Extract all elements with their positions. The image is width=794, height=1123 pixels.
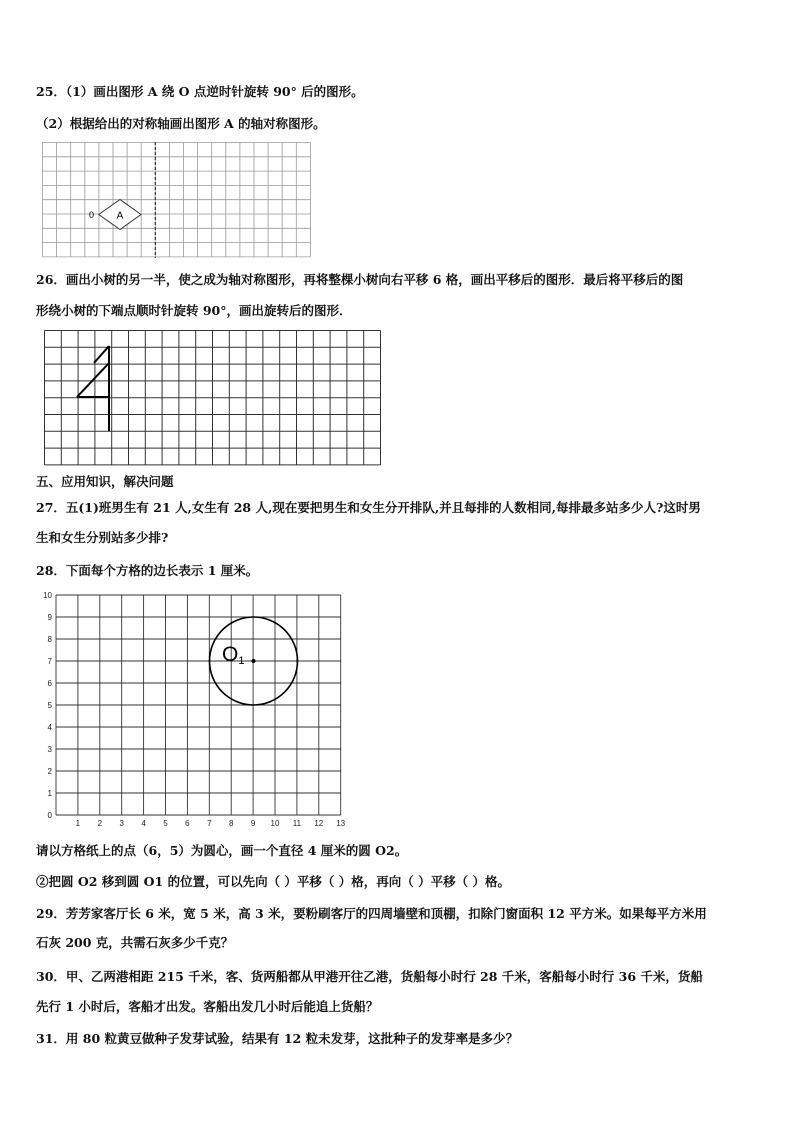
q31-line1: 31．用 80 粒黄豆做种子发芽试验，结果有 12 粒未发芽，这批种子的发芽率是多少？ (36, 1031, 519, 1046)
q28-line1: 28．下面每个方格的边长表示 1 厘米。 (36, 563, 259, 578)
x-tick-label: 13 (336, 819, 346, 828)
y-tick-label: 0 (47, 811, 52, 820)
q29-line2: 石灰 200 克，共需石灰多少千克？ (36, 935, 234, 950)
q26-grid (44, 330, 382, 466)
x-tick-label: 7 (207, 819, 212, 828)
x-tick-label: 4 (141, 819, 146, 828)
q26-line1: 26．画出小树的另一半，使之成为轴对称图形，再将整棵小树向右平移 6 格，画出平移后的图形．最后将平移后的图 (36, 272, 684, 287)
y-tick-label: 5 (47, 701, 52, 710)
x-tick-label: 9 (250, 819, 256, 828)
x-tick-label: 3 (119, 819, 124, 828)
y-tick-label: 6 (47, 679, 52, 688)
x-tick-label: 6 (185, 819, 190, 828)
y-tick-label: 1 (47, 789, 52, 798)
q29-line1: 29．芳芳家客厅长 6 米，宽 5 米，高 3 米，要粉刷客厅的四周墙壁和顶棚，扣除门窗面积 12 平方米。如果每平方米用 (36, 906, 707, 921)
q25-grid (42, 142, 314, 258)
y-tick-label: 7 (47, 657, 52, 666)
q26-line2: 形绕小树的下端点顺时针旋转 90°，画出旋转后的图形． (36, 303, 352, 318)
y-tick-label: 3 (47, 745, 52, 754)
q25-line2: （2）根据给出的对称轴画出图形 A 的轴对称图形。 (36, 116, 326, 131)
q27-line1: 27．五(1)班男生有 21 人,女生有 28 人,现在要把男生和女生分开排队,并且每排的人数相同,每排最多站多少人?这时男 (36, 500, 701, 515)
q26-grid-figure (44, 330, 382, 466)
x-tick-label: 2 (97, 819, 103, 828)
point-o-label: 0 (88, 210, 94, 220)
half-tree (77, 346, 109, 431)
x-tick-label: 10 (270, 819, 280, 828)
q27-line2: 生和女生分别站多少排? (36, 530, 169, 545)
y-tick-label: 4 (47, 723, 52, 732)
y-tick-label: 2 (47, 767, 52, 776)
q28-grid-figure (34, 588, 354, 832)
circle-o1-center (252, 659, 256, 663)
q28-sub1: 请以方格纸上的点（6，5）为圆心，画一个直径 4 厘米的圆 O2。 (36, 843, 408, 858)
x-tick-label: 11 (292, 819, 302, 828)
y-tick-label: 10 (43, 591, 52, 600)
x-tick-label: 12 (314, 819, 324, 828)
q28-sub2: ②把圆 O2 移到圆 O1 的位置，可以先向（ ）平移（ ）格，再向（ ）平移（ ）格。 (36, 874, 510, 889)
q30-line1: 30．甲、乙两港相距 215 千米，客、货两船都从甲港开往乙港，货船每小时行 28 千米，客船每小时行 36 千米，货船 (36, 969, 703, 984)
circle-o1-label: O1 (222, 643, 245, 667)
q28-coordinate-grid (34, 588, 354, 832)
x-tick-label: 5 (163, 819, 168, 828)
x-tick-label: 1 (75, 819, 81, 828)
y-tick-label: 8 (47, 635, 52, 644)
y-tick-label: 9 (47, 613, 52, 622)
q25-line1: 25．（1）画出图形 A 绕 O 点逆时针旋转 90° 后的图形。 (36, 84, 364, 99)
x-tick-label: 8 (228, 819, 234, 828)
q30-line2: 先行 1 小时后，客船才出发。客船出发几小时后能追上货船？ (36, 999, 379, 1014)
shape-a-label: A (116, 210, 124, 222)
section-5-title: 五、应用知识，解决问题 (36, 474, 174, 489)
q25-grid-figure (42, 142, 314, 258)
